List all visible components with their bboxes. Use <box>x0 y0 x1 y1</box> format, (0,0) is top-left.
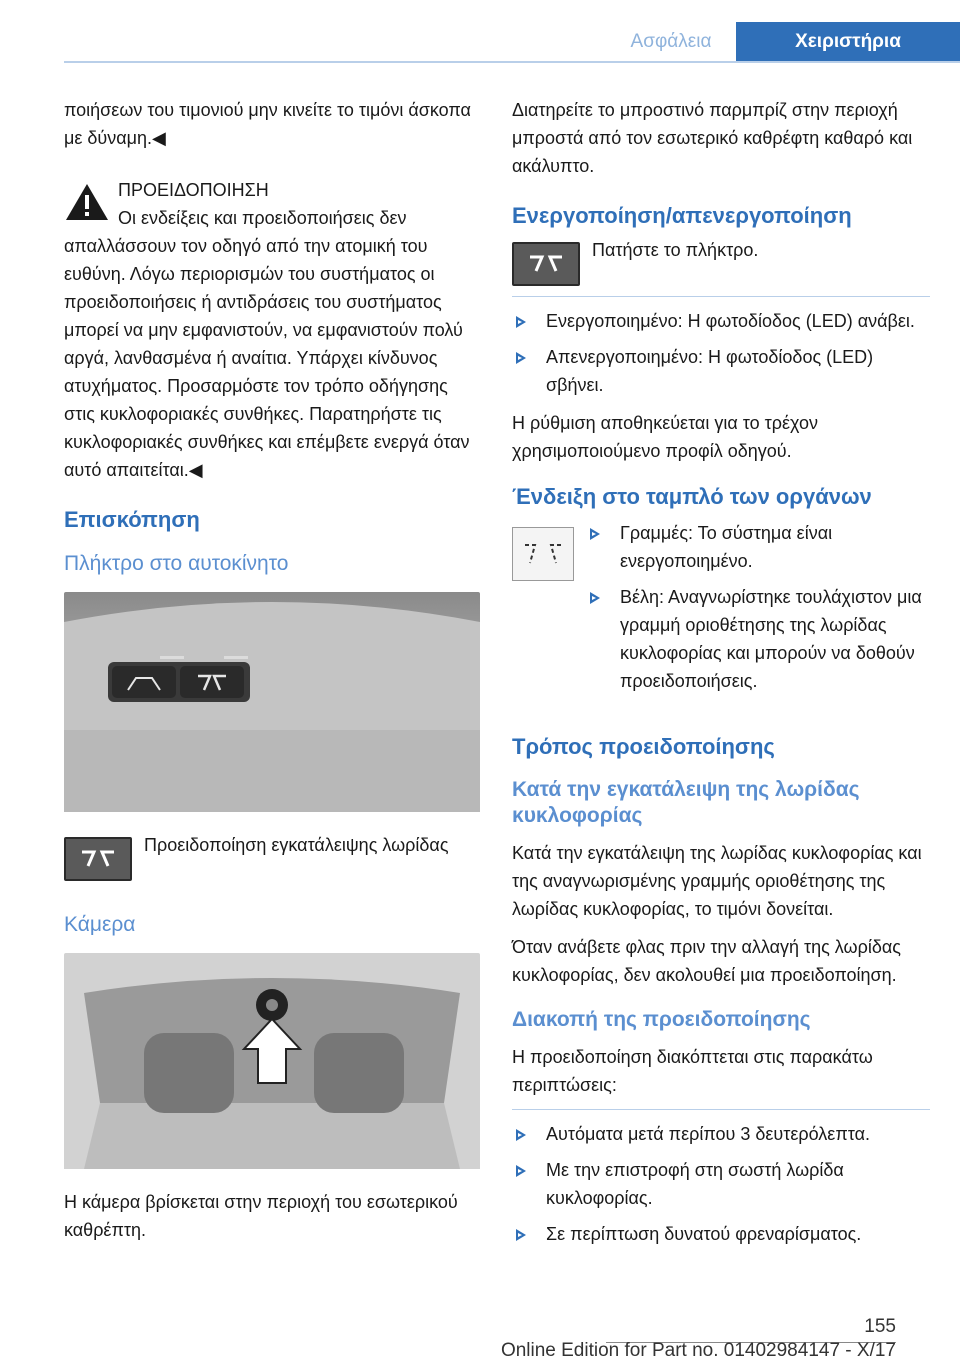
section-divider <box>512 296 930 297</box>
left-column <box>64 96 482 1254</box>
edition-label: Online Edition for Part no. 01402984147 - X/17 <box>500 1340 896 1361</box>
cluster-list <box>586 519 930 703</box>
list-item: Με την επιστροφή στη σωστή λωρίδα κυκλοφορίας. <box>512 1156 930 1212</box>
press-button-row <box>512 236 930 286</box>
camera-location-image <box>64 953 480 1169</box>
lane-lines-icon <box>512 527 574 581</box>
camera-caption: Η κάμερα βρίσκεται στην περιοχή του εσωτερικού καθρέπτη. <box>64 1192 458 1240</box>
page-number: 155 <box>864 1316 896 1337</box>
list-item: Απενεργοποιημένο: Η φωτοδίοδος (LED) σβήνει. <box>512 343 930 399</box>
section-divider <box>512 1109 930 1110</box>
tab-controls[interactable]: Χειριστήρια <box>736 22 960 62</box>
keep-clear-paragraph: Διατηρείτε το μπροστινό παρμπρίζ στην περιοχή μπροστά από τον εσωτερικό καθρέφτη καθαρό και ακάλυπτο. <box>512 100 913 176</box>
toggle-list <box>512 307 930 399</box>
heading-camera: Κάμερα <box>64 913 136 936</box>
list-item: Ενεργοποιημένο: Η φωτοδίοδος (LED) ανάβει. <box>512 307 930 335</box>
lane-warning-button-icon <box>512 242 580 286</box>
saved-paragraph: Η ρύθμιση αποθηκεύεται για το τρέχον χρησιμοποιούμενο προφίλ οδηγού. <box>512 413 818 461</box>
heading-toggle: Ενεργοποίηση/απενεργοποίηση <box>512 203 852 228</box>
button-caption: Προειδοποίηση εγκατάλειψης λωρίδας <box>144 835 449 855</box>
list-item: Σε περίπτωση δυνατού φρεναρίσματος. <box>512 1220 930 1248</box>
warning-block <box>64 176 482 484</box>
right-column <box>512 96 930 1258</box>
heading-button-in-car: Πλήκτρο στο αυτοκίνητο <box>64 552 289 575</box>
heading-interrupt: Διακοπή της προειδοποίησης <box>512 1008 811 1031</box>
tab-safety[interactable]: Ασφάλεια <box>630 31 712 52</box>
page-footer <box>0 1312 960 1362</box>
list-item: Γραμμές: Το σύστημα είναι ενεργοποιημένο. <box>586 519 930 575</box>
heading-warning-mode: Τρόπος προειδοποίησης <box>512 734 775 759</box>
overhead-buttons-image <box>64 592 480 812</box>
warning-title: ΠΡΟΕΙΔΟΠΟΙΗΣΗ <box>118 180 269 200</box>
warning-triangle-icon <box>64 182 110 222</box>
list-item: Βέλη: Αναγνωρίστηκε τουλάχιστον μια γραμμή οριοθέτησης της λωρίδας κυκλοφορίας και μπορούν να δοθούν προειδοποιήσεις. <box>586 583 930 695</box>
header-divider <box>64 61 960 63</box>
interrupt-list <box>512 1120 930 1248</box>
list-item: Αυτόματα μετά περίπου 3 δευτερόλεπτα. <box>512 1120 930 1148</box>
page-header <box>0 0 960 62</box>
leaving-lane-paragraph: Κατά την εγκατάλειψη της λωρίδας κυκλοφορίας και της αναγνωρισμένης γραμμής οριοθέτησης της λωρίδας κυκλοφορίας, το τιμόνι δονείται. <box>512 843 922 919</box>
intro-paragraph: ποιήσεων του τιμονιού μην κινείτε το τιμόνι άσκοπα με δύναμη.◀ <box>64 100 471 148</box>
camera-photo <box>64 953 480 1174</box>
heading-cluster: Ένδειξη στο ταμπλό των οργάνων <box>512 484 872 509</box>
button-caption-row <box>64 831 482 881</box>
heading-leaving-lane: Κατά την εγκατάλειψη της λωρίδας κυκλοφορίας <box>512 778 860 827</box>
press-button-text: Πατήστε το πλήκτρο. <box>592 240 759 260</box>
warning-text: Οι ενδείξεις και προειδοποιήσεις δεν απαλλάσσουν τον οδηγό από την ατομική του ευθύνη. Λόγω περιορισμών του συστήματος οι προειδοποιήσεις ή αντιδράσεις του συστήματος μπορεί να μην εμφανιστούν, να εμφανιστούν πολύ αργά, λανθασμένα ή αναίτια. Υπάρχει κίνδυνος ατυχήματος. Προσαρμόστε τον τρόπο οδήγησης στις κυκλοφοριακές συνθήκες. Παρατηρήστε τις κυκλοφοριακές συνθήκες και επέμβετε ενεργά όταν αυτό απαιτείται.◀ <box>64 208 470 480</box>
heading-overview: Επισκόπηση <box>64 507 200 532</box>
lane-warning-button-icon <box>64 837 132 881</box>
cluster-display-block <box>512 519 930 713</box>
button-photo <box>64 592 480 817</box>
interrupt-paragraph: Η προειδοποίηση διακόπτεται στις παρακάτω περιπτώσεις: <box>512 1047 873 1095</box>
indicator-paragraph: Όταν ανάβετε φλας πριν την αλλαγή της λωρίδας κυκλοφορίας, δεν ακολουθεί μια προειδοποίηση. <box>512 937 901 985</box>
